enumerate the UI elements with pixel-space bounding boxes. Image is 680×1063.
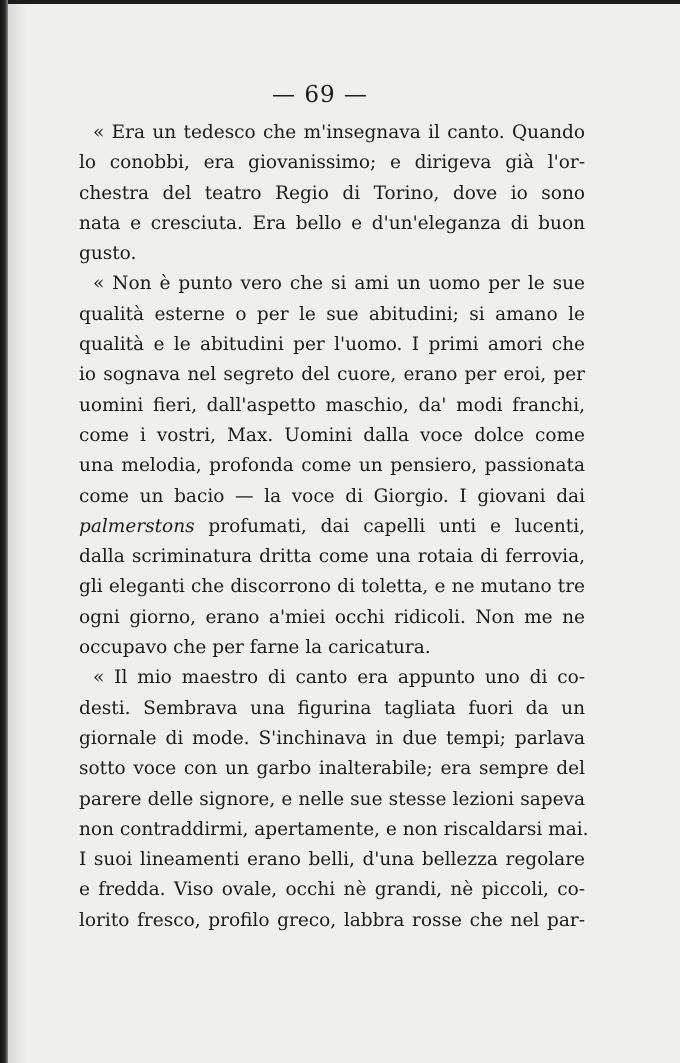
page-binding-edge xyxy=(0,0,8,1063)
text-line-mixed xyxy=(79,512,585,542)
italic-word: palmerstons xyxy=(79,515,195,537)
text-line: occupavo che per farne la caricatura. xyxy=(79,637,431,659)
text-line: I suoi lineamenti erano belli, d'una bellezza regolare xyxy=(79,849,585,871)
body-text xyxy=(79,118,589,936)
text-line: gli eleganti che discorrono di toletta, e ne mutano tre xyxy=(79,576,585,598)
text-line: parere delle signore, e nelle sue stesse lezioni sapeva xyxy=(79,788,585,810)
text-line: dalla scriminatura dritta come una rotaia di ferrovia, xyxy=(79,546,585,568)
text-line: come un bacio — la voce di Giorgio. I giovani dai xyxy=(79,485,585,507)
text-line: « Era un tedesco che m'insegnava il canto. Quando xyxy=(93,122,585,143)
text-fragment: profumati, dai capelli unti e lucenti, xyxy=(208,515,585,537)
text-line: qualità e le abitudini per l'uomo. I primi amori che xyxy=(79,334,585,356)
text-line: io sognava nel segreto del cuore, erano per eroi, per xyxy=(79,364,585,386)
text-line: giornale di mode. S'inchinava in due tempi; parlava xyxy=(79,727,585,749)
text-line: « Non è punto vero che si ami un uomo per le sue xyxy=(93,273,585,295)
text-line: lo conobbi, era giovanissimo; e dirigeva già l'or- xyxy=(79,152,585,174)
text-line: gusto. xyxy=(79,243,137,265)
text-line: non contraddirmi, apertamente, e non riscaldarsi mai. xyxy=(79,818,589,840)
text-line: ogni giorno, erano a'miei occhi ridicoli. Non me ne xyxy=(79,606,585,628)
text-line: « Il mio maestro di canto era appunto uno di co- xyxy=(93,667,585,689)
text-line: lorito fresco, profilo greco, labbra rosse che nel par- xyxy=(79,909,585,931)
text-line: nata e cresciuta. Era bello e d'un'eleganza di buon xyxy=(79,212,585,234)
text-line: desti. Sembrava una figurina tagliata fuori da un xyxy=(79,697,585,719)
page-top-edge xyxy=(0,0,680,4)
text-line: qualità esterne o per le sue abitudini; si amano le xyxy=(79,303,585,325)
gutter-shadow xyxy=(8,0,26,1063)
text-line: come i vostri, Max. Uomini dalla voce dolce come xyxy=(79,424,585,446)
text-line: una melodia, profonda come un pensiero, passionata xyxy=(79,455,585,477)
page-number: — 69 — xyxy=(272,82,368,108)
text-line: sotto voce con un garbo inalterabile; era sempre del xyxy=(79,758,585,780)
text-line: chestra del teatro Regio di Torino, dove io sono xyxy=(79,182,585,204)
text-line: uomini fieri, dall'aspetto maschio, da' modi franchi, xyxy=(79,394,585,416)
text-line: e fredda. Viso ovale, occhi nè grandi, nè piccoli, co- xyxy=(79,879,585,901)
